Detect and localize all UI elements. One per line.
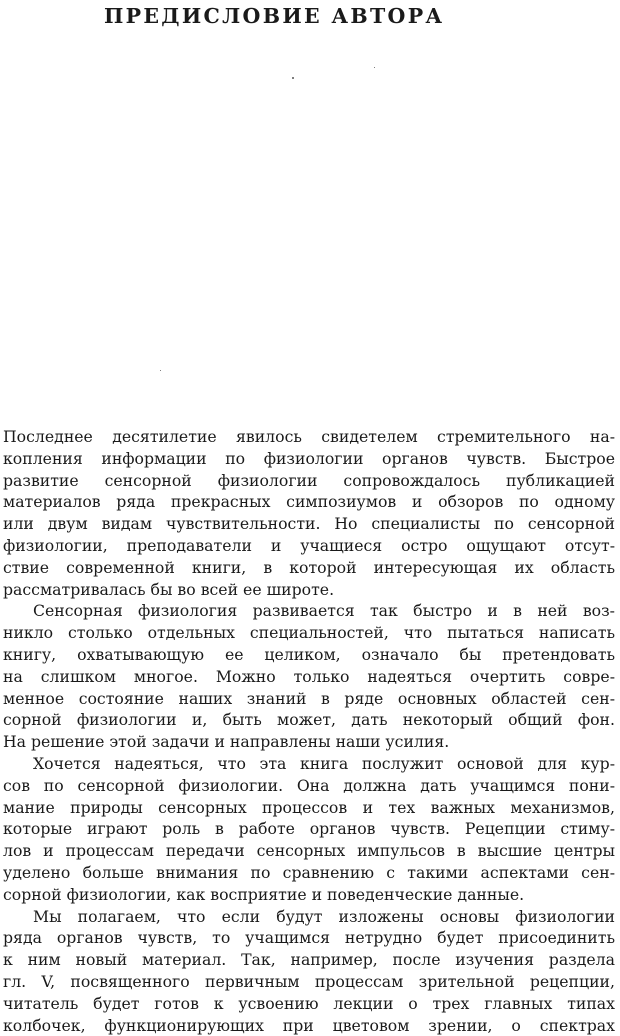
text-line: книгу, охватывающую ее целиком, означало бы претендовать bbox=[3, 644, 615, 664]
text-line: уделено больше внимания по сравнению с такими аспектами сен- bbox=[3, 862, 615, 882]
paragraph-3 bbox=[3, 753, 615, 906]
text-line: читатель будет готов к усвоению лекции о трех главных типах bbox=[3, 993, 615, 1013]
text-line: или двум видам чувствительности. Но специалисты по сенсорной bbox=[3, 514, 615, 534]
text-line: Хочется надеяться, что эта книга послужит основой для кур- bbox=[33, 753, 615, 773]
print-speck bbox=[160, 370, 161, 371]
print-speck bbox=[374, 67, 375, 68]
preface-text bbox=[3, 426, 615, 1036]
text-line: сорной физиологии, как восприятие и поведенческие данные. bbox=[3, 884, 525, 904]
text-line: на слишком многое. Можно только надеяться очертить совре- bbox=[3, 666, 615, 686]
paragraph-1 bbox=[3, 426, 615, 600]
text-line: Сенсорная физиология развивается так быстро и в ней воз- bbox=[33, 601, 615, 621]
text-line: никло столько отдельных специальностей, что пытаться написать bbox=[3, 623, 615, 643]
text-line: копления информации по физиологии органов чувств. Быстрое bbox=[3, 448, 615, 468]
text-line: менное состояние наших знаний в ряде основных областей сен- bbox=[3, 688, 615, 708]
text-line: которые играют роль в работе органов чувств. Рецепции стиму- bbox=[3, 819, 615, 839]
text-line: На решение этой задачи и направлены наши усилия. bbox=[3, 732, 450, 752]
text-line: к ним новый материал. Так, например, после изучения раздела bbox=[3, 950, 615, 970]
print-speck bbox=[292, 77, 294, 79]
text-line: Мы полагаем, что если будут изложены основы физиологии bbox=[33, 906, 615, 926]
text-line: сов по сенсорной физиологии. Она должна дать учащимся пони- bbox=[3, 775, 615, 795]
text-line: лов и процессам передачи сенсорных импульсов в высшие центры bbox=[3, 841, 615, 861]
page-title: ПРЕДИСЛОВИЕ АВТОРА bbox=[104, 4, 445, 28]
text-line: физиологии, преподаватели и учащиеся остро ощущают отсут- bbox=[3, 535, 615, 555]
text-line: развитие сенсорной физиологии сопровождалось публикацией bbox=[3, 470, 615, 490]
text-line: сорной физиологии и, быть может, дать некоторый общий фон. bbox=[3, 710, 615, 730]
text-line: колбочек, функционирующих при цветовом зрении, о спектрах bbox=[3, 1015, 615, 1035]
text-line: Последнее десятилетие явилось свидетелем стремительного на- bbox=[3, 427, 615, 446]
text-line: гл. V, посвященного первичным процессам зрительной рецепции, bbox=[3, 971, 615, 991]
text-line: рассматривалась бы во всей ее широте. bbox=[3, 579, 335, 599]
text-line: материалов ряда прекрасных симпозиумов и обзоров по одному bbox=[3, 492, 615, 512]
paragraph-4 bbox=[3, 906, 615, 1036]
text-line: мание природы сенсорных процессов и тех важных механизмов, bbox=[3, 797, 615, 817]
text-line: ряда органов чувств, то учащимся нетрудно будет присоединить bbox=[3, 928, 615, 948]
paragraph-2 bbox=[3, 600, 615, 753]
text-line: ствие современной книги, в которой интересующая их область bbox=[3, 557, 615, 577]
